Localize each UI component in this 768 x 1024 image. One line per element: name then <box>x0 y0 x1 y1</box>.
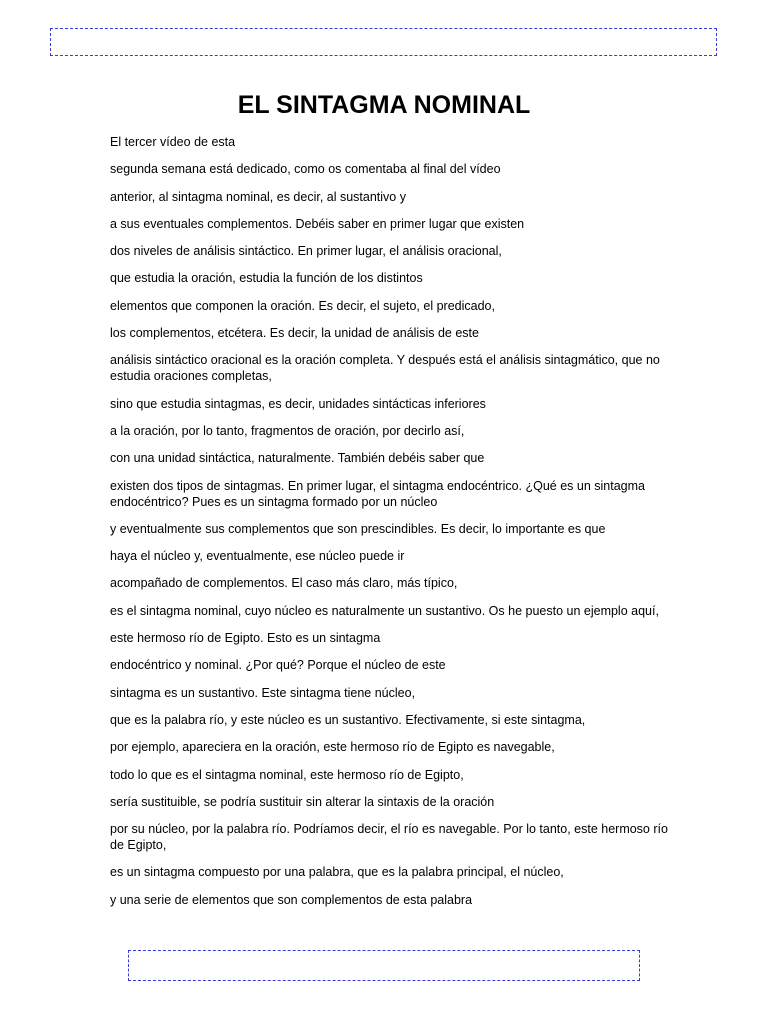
paragraph: por su núcleo, por la palabra río. Podríamos decir, el río es navegable. Por lo tanto, este hermoso río de Egipto, <box>110 822 668 853</box>
paragraph: los complementos, etcétera. Es decir, la unidad de análisis de este <box>110 326 479 341</box>
document-title: EL SINTAGMA NOMINAL <box>237 91 531 119</box>
paragraph: es el sintagma nominal, cuyo núcleo es naturalmente un sustantivo. Os he puesto un ejemplo aquí, <box>110 603 659 618</box>
document-body <box>110 134 670 919</box>
paragraph: es un sintagma compuesto por una palabra, que es la palabra principal, el núcleo, <box>110 865 564 880</box>
paragraph: todo lo que es el sintagma nominal, este hermoso río de Egipto, <box>110 767 464 782</box>
paragraph: sintagma es un sustantivo. Este sintagma tiene núcleo, <box>110 685 416 700</box>
paragraph: dos niveles de análisis sintáctico. En primer lugar, el análisis oracional, <box>110 244 502 259</box>
paragraph: a sus eventuales complementos. Debéis saber en primer lugar que existen <box>110 216 525 231</box>
paragraph: que es la palabra río, y este núcleo es un sustantivo. Efectivamente, si este sintagma, <box>110 712 586 727</box>
paragraph: sino que estudia sintagmas, es decir, unidades sintácticas inferiores <box>110 396 486 411</box>
paragraph: a la oración, por lo tanto, fragmentos de oración, por decirlo así, <box>110 423 465 438</box>
footer-placeholder-box <box>128 950 640 981</box>
paragraph: que estudia la oración, estudia la función de los distintos <box>110 271 423 286</box>
paragraph: sería sustituible, se podría sustituir sin alterar la sintaxis de la oración <box>110 794 495 809</box>
paragraph: con una unidad sintáctica, naturalmente. También debéis saber que <box>110 451 485 466</box>
paragraph: por ejemplo, apareciera en la oración, este hermoso río de Egipto es navegable, <box>110 740 555 755</box>
paragraph: este hermoso río de Egipto. Esto es un sintagma <box>110 631 381 646</box>
paragraph: y una serie de elementos que son complementos de esta palabra <box>110 892 473 907</box>
paragraph: El tercer vídeo de esta <box>110 135 236 149</box>
header-placeholder-box <box>50 28 717 56</box>
paragraph: análisis sintáctico oracional es la oración completa. Y después está el análisis sintagmático, que no estudia oraciones completas, <box>110 353 660 384</box>
paragraph: segunda semana está dedicado, como os comentaba al final del vídeo <box>110 162 501 177</box>
paragraph: existen dos tipos de sintagmas. En primer lugar, el sintagma endocéntrico. ¿Qué es un sintagma endocéntrico? Pues es un sintagma formado por un núcleo <box>110 478 646 509</box>
paragraph: endocéntrico y nominal. ¿Por qué? Porque el núcleo de este <box>110 658 446 673</box>
paragraph: y eventualmente sus complementos que son prescindibles. Es decir, lo importante es que <box>110 521 606 536</box>
paragraph: elementos que componen la oración. Es decir, el sujeto, el predicado, <box>110 298 495 313</box>
paragraph: acompañado de complementos. El caso más claro, más típico, <box>110 576 458 591</box>
paragraph: haya el núcleo y, eventualmente, ese núcleo puede ir <box>110 549 405 564</box>
paragraph: anterior, al sintagma nominal, es decir, al sustantivo y <box>110 189 406 204</box>
